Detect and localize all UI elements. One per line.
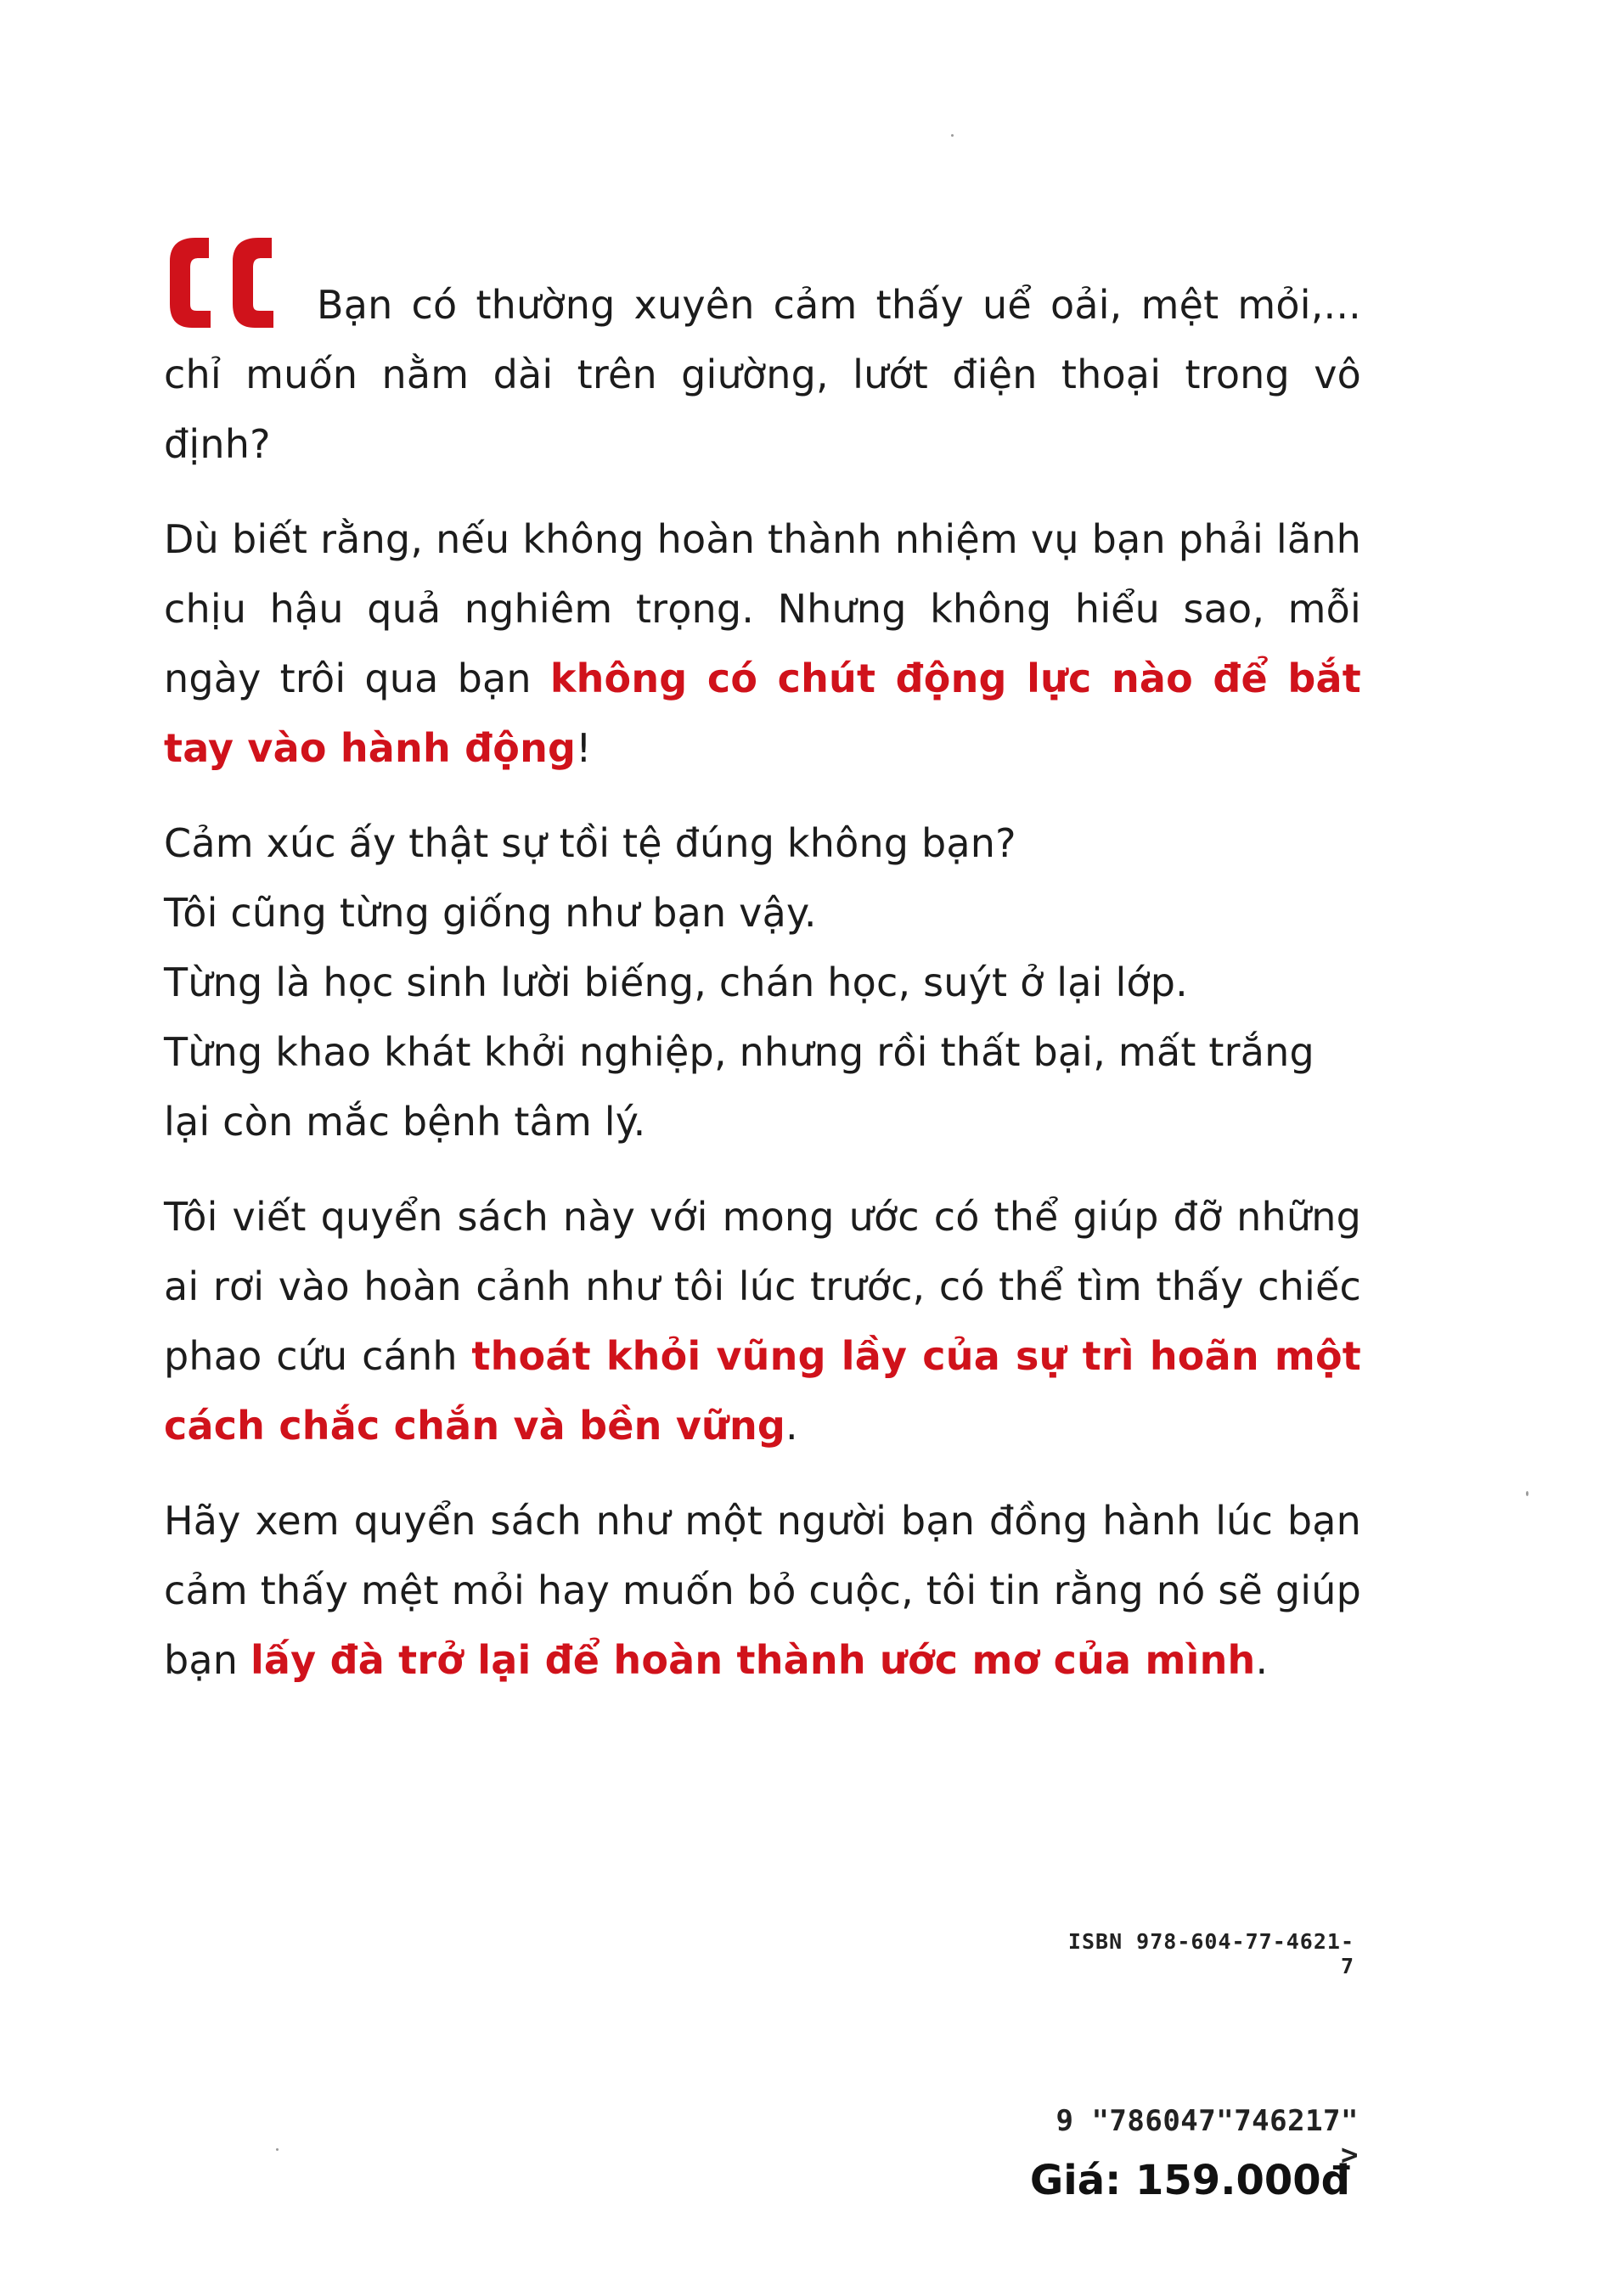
dust-speck xyxy=(276,2148,279,2151)
paragraph-4-highlight: thoát khỏi vũng lầy của sự trì hoãn một cách chắc chắn và bền vững xyxy=(164,1333,1361,1449)
paragraph-3-line-1: Cảm xúc ấy thật sự tồi tệ đúng không bạn? xyxy=(164,820,1016,866)
paragraph-4 xyxy=(164,1182,1361,1460)
paragraph-1-text: Bạn có thường xuyên cảm thấy uể oải, mệt mỏi,... chỉ muốn nằm dài trên giường, lướt điện thoại trong vô định? xyxy=(164,282,1361,467)
dust-speck xyxy=(951,134,954,137)
paragraph-4-text-b: . xyxy=(785,1403,798,1449)
paragraph-4-text-a: Tôi viết quyển sách này với mong ước có thể giúp đỡ những ai rơi vào hoàn cảnh như tôi lúc trước, có thể tìm thấy chiếc phao cứu cánh xyxy=(164,1194,1361,1379)
paragraph-3-line-4: Từng khao khát khởi nghiệp, nhưng rồi thất bại, mất trắng lại còn mắc bệnh tâm lý. xyxy=(164,1029,1314,1145)
paragraph-2-text-b: ! xyxy=(576,725,592,771)
paragraph-5-highlight: lấy đà trở lại để hoàn thành ước mơ của mình xyxy=(250,1637,1256,1683)
paragraph-1 xyxy=(164,270,1361,479)
barcode-digits: 9 "786047"746217" > xyxy=(1056,2104,1359,2172)
paragraph-5 xyxy=(164,1486,1361,1695)
paragraph-3-line-2: Tôi cũng từng giống như bạn vậy. xyxy=(164,890,817,936)
paragraph-2-text-a: Dù biết rằng, nếu không hoàn thành nhiệm vụ bạn phải lãnh chịu hậu quả nghiêm trọng. Nhưng không hiểu sao, mỗi ngày trôi qua bạn xyxy=(164,516,1361,701)
paragraph-3 xyxy=(164,808,1361,1156)
isbn-label: ISBN 978-604-77-4621-7 xyxy=(1067,1929,1354,1978)
paragraph-3-line-3: Từng là học sinh lười biếng, chán học, suýt ở lại lớp. xyxy=(164,959,1188,1005)
paragraph-5-text-a: Hãy xem quyển sách như một người bạn đồng hành lúc bạn cảm thấy mệt mỏi hay muốn bỏ cuộc, tôi tin rằng nó sẽ giúp bạn xyxy=(164,1498,1361,1683)
blurb-text xyxy=(164,270,1361,1720)
dust-speck xyxy=(1526,1491,1528,1496)
paragraph-2 xyxy=(164,504,1361,783)
paragraph-5-text-b: . xyxy=(1255,1637,1269,1683)
paragraph-2-highlight: không có chút động lực nào để bắt tay vào hành động xyxy=(164,656,1361,771)
price-label: Giá: 159.000đ xyxy=(1029,2157,1350,2204)
